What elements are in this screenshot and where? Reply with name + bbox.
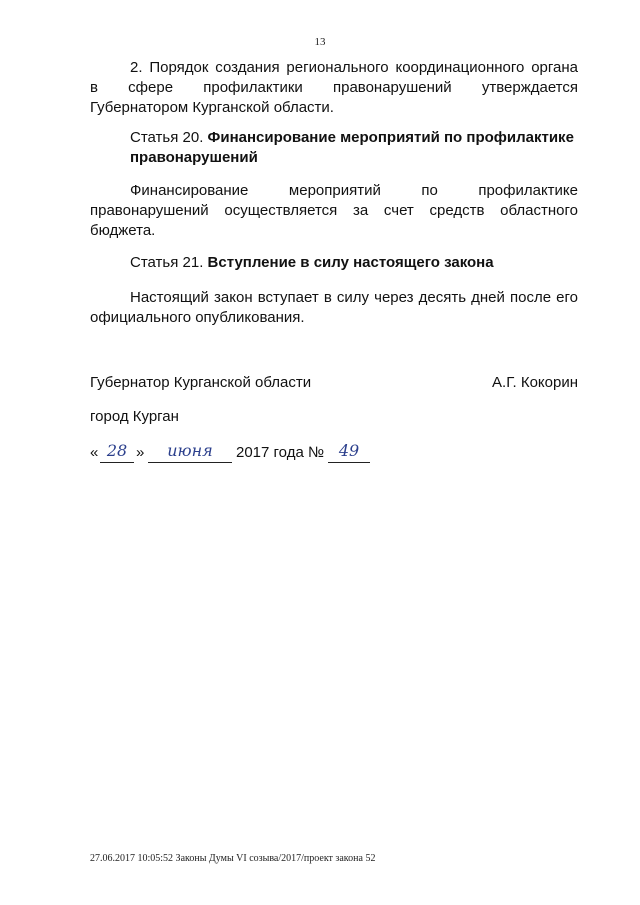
signatory-name: А.Г. Кокорин xyxy=(492,374,578,391)
article-20-prefix: Статья 20. xyxy=(130,129,204,146)
date-close-quote: » xyxy=(136,444,145,461)
article-21-prefix: Статья 21. xyxy=(130,254,204,271)
article-21-body: Настоящий закон вступает в силу через десять дней после его официального опубликования. xyxy=(90,289,578,326)
item-2-line-3: Губернатором Курганской области. xyxy=(90,99,334,116)
date-open-quote: « xyxy=(90,444,99,461)
item-2-paragraph xyxy=(90,58,578,118)
item-2-line-2: в сфере профилактики правонарушений утверждается xyxy=(90,79,578,96)
date-month-handwritten: июня xyxy=(148,440,232,463)
page-number: 13 xyxy=(314,36,326,48)
city-label: город Курган xyxy=(90,408,179,425)
article-20-title: Финансирование мероприятий по профилактике правонарушений xyxy=(130,129,574,166)
signatory-position: Губернатор Курганской области xyxy=(90,374,312,391)
article-21-title: Вступление в силу настоящего закона xyxy=(207,254,494,271)
date-line xyxy=(90,440,390,466)
article-21-heading xyxy=(90,253,578,273)
footer-file-path: 27.06.2017 10:05:52 Законы Думы VI созыва/2017/проект закона 52 xyxy=(90,853,376,864)
date-year-label: 2017 года № xyxy=(236,444,325,461)
law-number-handwritten: 49 xyxy=(328,440,370,463)
item-2-line-1: 2. Порядок создания регионального координационного органа xyxy=(130,59,578,76)
date-day-handwritten: 28 xyxy=(100,440,134,463)
article-20-heading xyxy=(90,128,578,168)
article-20-body: Финансирование мероприятий по профилактике правонарушений осуществляется за счет средств областного бюджета. xyxy=(90,182,578,239)
